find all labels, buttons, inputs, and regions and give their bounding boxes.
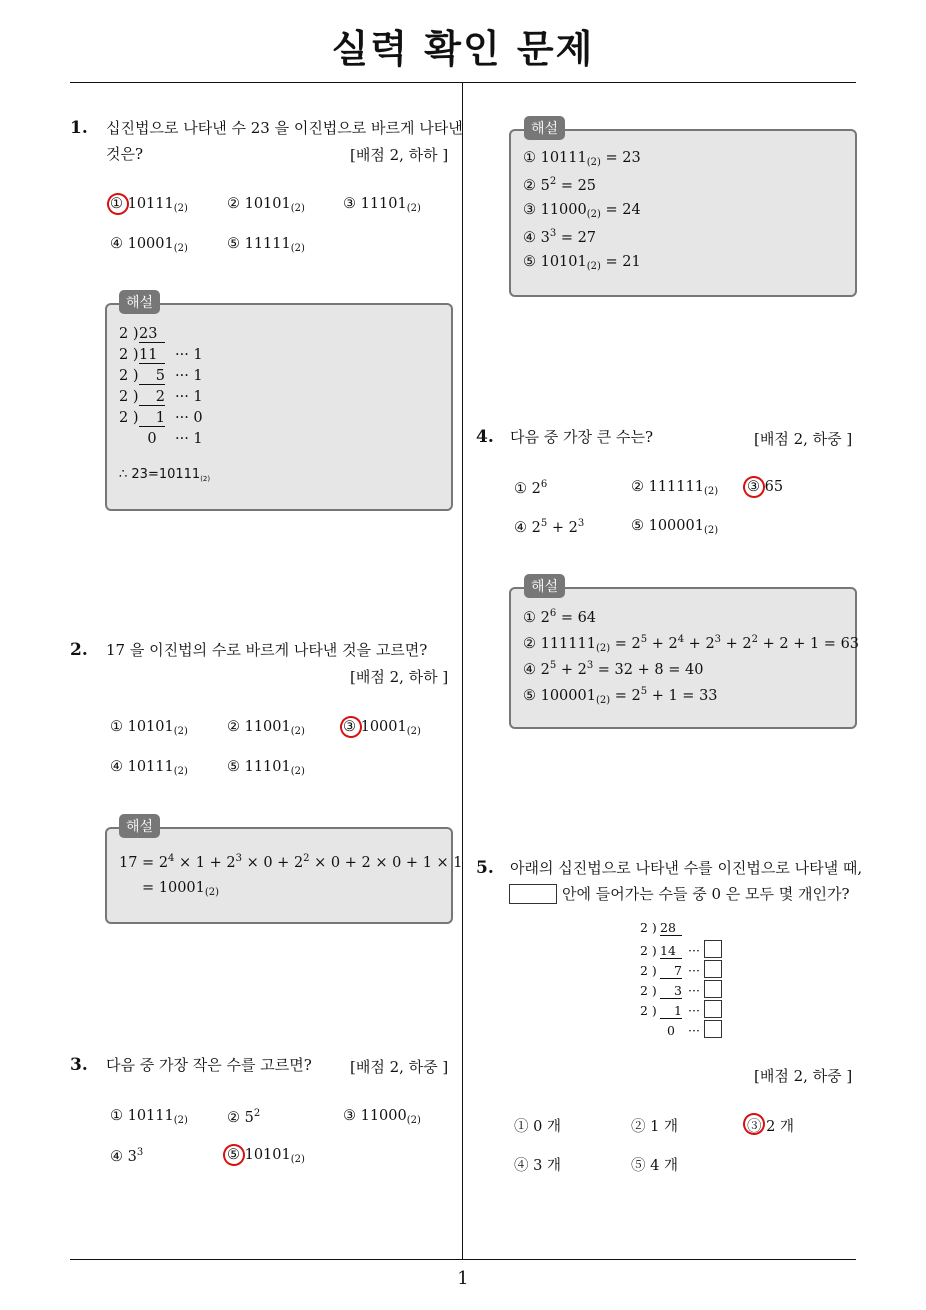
q3-option-3[interactable]: ③ $11000_{(2)}$ bbox=[343, 1108, 421, 1126]
q2-option-1[interactable]: ① $10101_{(2)}$ bbox=[110, 719, 188, 737]
page-title: 실력 확인 문제 bbox=[331, 27, 595, 71]
blank-box bbox=[704, 1020, 722, 1038]
q4-solution-line2: ② $111111_{(2)} = 2^5 + 2^4 + 2^3 + 2^2 + 2 + 1 = 63$ bbox=[523, 634, 860, 654]
q4-solution-line4: ⑤ $100001_{(2)} = 2^5 + 1 = 33$ bbox=[523, 686, 718, 706]
q2-score: [배점 2, 하하 ] bbox=[350, 668, 449, 686]
q2-option-2[interactable]: ② $11001_{(2)}$ bbox=[227, 719, 305, 737]
q2-solution-line1: $17 = 2^4 \times 1 + 2^3 \times 0 + 2^2 \times 0 + 2 \times 0 + 1 \times 1$ bbox=[119, 853, 463, 871]
q5-option-2[interactable]: ② 1 개 bbox=[631, 1119, 678, 1135]
column-divider bbox=[462, 83, 463, 1260]
q3-solution-line1: ① $10111_{(2)} = 23$ bbox=[523, 150, 641, 168]
q5-number: 5. bbox=[476, 858, 494, 878]
q1-option-5[interactable]: ⑤ $11111_{(2)}$ bbox=[227, 236, 305, 254]
q3-text-line1: 다음 중 가장 작은 수를 고르면? bbox=[106, 1056, 312, 1074]
q4-text-line1: 다음 중 가장 큰 수는? bbox=[510, 428, 654, 446]
q3-option-1[interactable]: ① $10111_{(2)}$ bbox=[110, 1108, 188, 1126]
q4-solution-line3: ④ $2^5 + 2^3 = 32 + 8 = 40$ bbox=[523, 660, 704, 678]
q5-option-4[interactable]: ④ 3 개 bbox=[514, 1158, 561, 1174]
top-rule bbox=[70, 82, 856, 83]
q3-score: [배점 2, 하중 ] bbox=[350, 1058, 449, 1076]
q4-option-2[interactable]: ② $111111_{(2)}$ bbox=[631, 479, 719, 497]
blank-box bbox=[704, 1000, 722, 1018]
q4-option-5[interactable]: ⑤ $100001_{(2)}$ bbox=[631, 518, 719, 536]
blank-box bbox=[704, 960, 722, 978]
q4-score: [배점 2, 하중 ] bbox=[754, 430, 853, 448]
q2-solution-tag: 해설 bbox=[119, 814, 160, 838]
q3-solution-line4: ④ $3^3 = 27$ bbox=[523, 228, 597, 246]
q3-solution-line5: ⑤ $10101_{(2)} = 21$ bbox=[523, 254, 641, 272]
q5-option-3[interactable]: ③ 2 개 bbox=[747, 1119, 794, 1135]
q4-solution-line1: ① $2^6 = 64$ bbox=[523, 608, 597, 626]
q3-option-4[interactable]: ④ $3^3$ bbox=[110, 1147, 144, 1165]
q3-solution-line3: ③ $11000_{(2)} = 24$ bbox=[523, 202, 641, 220]
q2-option-4[interactable]: ④ $10111_{(2)}$ bbox=[110, 759, 188, 777]
q5-text-line2: 안에 들어가는 수들 중 0 은 모두 몇 개인가? bbox=[562, 885, 850, 903]
q3-option-2[interactable]: ② $5^2$ bbox=[227, 1108, 261, 1126]
q3-solution-line2: ② $5^2 = 25$ bbox=[523, 176, 597, 194]
bottom-rule bbox=[70, 1259, 856, 1260]
q2-text-line1: 17 을 이진법의 수로 바르게 나타낸 것을 고르면? bbox=[106, 641, 428, 659]
q1-number: 1. bbox=[70, 118, 88, 138]
q3-solution-tag: 해설 bbox=[524, 116, 565, 140]
q4-option-4[interactable]: ④ $2^5 + 2^3$ bbox=[514, 518, 585, 536]
q1-option-3[interactable]: ③ $11101_{(2)}$ bbox=[343, 196, 421, 214]
answer-blank-box bbox=[509, 884, 557, 904]
q4-option-1[interactable]: ① $2^6$ bbox=[514, 479, 548, 497]
q3-number: 3. bbox=[70, 1055, 88, 1075]
q1-option-4[interactable]: ④ $10001_{(2)}$ bbox=[110, 236, 188, 254]
q1-division: 2 )23 2 )11 ··· 1 2 ) 5 ··· 1 2 ) 2 ··· 1 2 ) 1 ··· 0 0 ··· 1 bbox=[119, 326, 203, 447]
q1-option-1[interactable]: ① $10111_{(2)}$ bbox=[110, 196, 188, 214]
q3-option-5[interactable]: ⑤ $10101_{(2)}$ bbox=[227, 1147, 305, 1165]
q5-option-1[interactable]: ① 0 개 bbox=[514, 1119, 561, 1135]
q4-option-3[interactable]: ③ 65 bbox=[747, 479, 784, 495]
q1-solution-tag: 해설 bbox=[119, 290, 160, 314]
q5-division: 2 ) 28 2 ) 14 ··· 2 ) 7 ··· 2 ) 3 ··· 2 ) 1 ··· 0 ··· bbox=[640, 920, 722, 1040]
q2-number: 2. bbox=[70, 640, 88, 660]
blank-box bbox=[704, 940, 722, 958]
blank-box bbox=[704, 980, 722, 998]
q4-number: 4. bbox=[476, 427, 494, 447]
q1-option-2[interactable]: ② $10101_{(2)}$ bbox=[227, 196, 305, 214]
q2-option-5[interactable]: ⑤ $11101_{(2)}$ bbox=[227, 759, 305, 777]
q2-solution-box bbox=[105, 827, 453, 924]
q4-solution-tag: 해설 bbox=[524, 574, 565, 598]
q5-score: [배점 2, 하중 ] bbox=[754, 1067, 853, 1085]
q2-solution-line2: = $10001_{(2)}$ bbox=[142, 880, 220, 898]
q2-option-3[interactable]: ③ $10001_{(2)}$ bbox=[343, 719, 421, 737]
q1-score: [배점 2, 하하 ] bbox=[350, 146, 449, 164]
q1-conclusion: ∴ $23=10111_{(2)}$ bbox=[119, 467, 211, 483]
q5-option-5[interactable]: ⑤ 4 개 bbox=[631, 1158, 678, 1174]
q5-text-line1: 아래의 십진법으로 나타낸 수를 이진법으로 나타낼 때, bbox=[510, 859, 863, 877]
q1-text-line2: 것은? bbox=[106, 145, 144, 163]
page-number: 1 bbox=[457, 1268, 469, 1289]
q1-text-line1: 십진법으로 나타낸 수 23 을 이진법으로 바르게 나타낸 bbox=[106, 119, 463, 137]
